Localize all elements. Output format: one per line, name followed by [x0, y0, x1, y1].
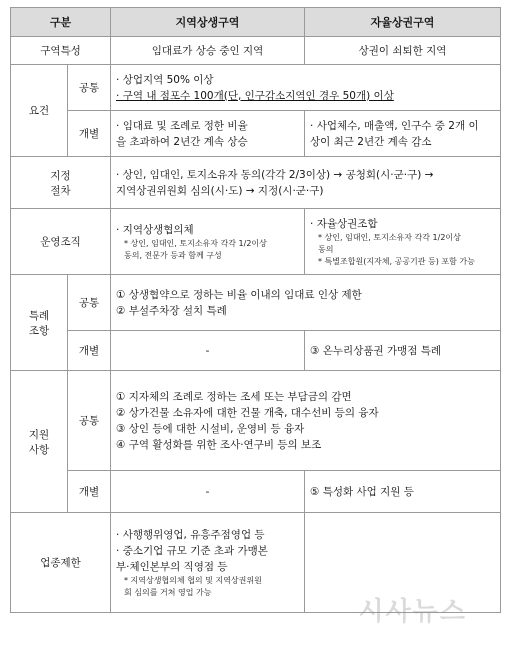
label-special-2: 조항	[28, 324, 50, 337]
header-local-coexistence: 지역상생구역	[111, 8, 305, 37]
label-zone-characteristics: 구역특성	[11, 37, 111, 65]
org-local-main: · 지역상생협의체	[116, 223, 194, 236]
support-indiv-autonomous: ⑤ 특성화 사업 지원 등	[305, 471, 501, 513]
designation-line-1: · 상인, 임대인, 토지소유자 동의(각각 2/3이상) → 공청회(시·군·구) →	[116, 168, 434, 181]
req-indiv-autonomous	[305, 111, 501, 157]
label-special-1: 특례	[28, 309, 50, 322]
row-zone-characteristics	[11, 37, 501, 65]
char-autonomous: 상권이 쇠퇴한 지역	[305, 37, 501, 65]
header-autonomous-commercial: 자율상권구역	[305, 8, 501, 37]
sublabel-special-common: 공통	[68, 275, 111, 331]
org-auto-note-3: * 특별조합원(지자체, 공공기관 등) 포함 가능	[318, 256, 475, 266]
req-indiv-local-line-1: · 임대료 및 조례로 정한 비율	[116, 119, 248, 132]
special-common-line-2: ② 부설주차장 설치 특례	[116, 304, 227, 317]
biz-local-line-3: 부·체인본부의 직영점 등	[116, 560, 228, 573]
watermark-logo: 시사뉴스	[358, 597, 467, 627]
row-special-common	[11, 275, 501, 331]
sublabel-individual: 개별	[68, 111, 111, 157]
req-indiv-auto-line-1: · 사업체수, 매출액, 인구수 중 2개 이	[310, 119, 479, 132]
biz-local-line-2: · 중소기업 규모 기준 초과 가맹본	[116, 544, 268, 557]
row-special-individual	[11, 331, 501, 371]
sublabel-special-individual: 개별	[68, 331, 111, 371]
req-common-line-2: · 구역 내 점포수 100개(단, 인구감소지역인 경우 50개) 이상	[116, 89, 394, 102]
biz-local-note-2: 회 심의를 거쳐 영업 가능	[124, 587, 212, 597]
header-row	[11, 8, 501, 37]
label-requirements: 요건	[11, 65, 68, 157]
row-requirements-individual	[11, 111, 501, 157]
req-indiv-auto-line-2: 상이 최근 2년간 계속 감소	[310, 135, 432, 148]
support-common-line-4: ④ 구역 활성화를 위한 조사·연구비 등의 보조	[116, 438, 322, 451]
req-common-line-1: · 상업지역 50% 이상	[116, 73, 214, 86]
special-common	[111, 275, 501, 331]
org-local-note-2: 동의, 전문가 등과 함께 구성	[124, 250, 222, 260]
sublabel-common: 공통	[68, 65, 111, 111]
support-common-line-1: ① 지자체의 조례로 정하는 조세 또는 부담금의 감면	[116, 390, 352, 403]
row-support-individual	[11, 471, 501, 513]
sublabel-support-individual: 개별	[68, 471, 111, 513]
req-common	[111, 65, 501, 111]
biz-local	[111, 513, 305, 613]
label-operating-org: 운영조직	[11, 209, 111, 275]
special-common-line-1: ① 상생협약으로 정하는 비율 이내의 임대료 인상 제한	[116, 288, 362, 301]
label-support-1: 지원	[28, 428, 50, 441]
org-local-note-1: * 상인, 임대인, 토지소유자 각각 1/2이상	[124, 238, 267, 248]
row-designation-procedure	[11, 157, 501, 209]
special-indiv-local: -	[111, 331, 305, 371]
biz-local-line-1: · 사행행위영업, 유흥주점영업 등	[116, 528, 265, 541]
char-local: 임대료가 상승 중인 지역	[111, 37, 305, 65]
support-indiv-local: -	[111, 471, 305, 513]
support-common-line-2: ② 상가건물 소유자에 대한 건물 개축, 대수선비 등의 융자	[116, 406, 379, 419]
org-auto-note-2: 동의	[318, 244, 334, 254]
biz-autonomous	[305, 513, 501, 613]
comparison-table	[10, 7, 501, 613]
label-support	[11, 371, 68, 513]
label-support-2: 사항	[28, 443, 50, 456]
org-local	[111, 209, 305, 275]
biz-local-note-1: * 지역상생협의체 협의 및 지역상권위원	[124, 575, 262, 585]
org-auto-note-1: * 상인, 임대인, 토지소유자 각각 1/2이상	[318, 232, 461, 242]
label-designation-2: 절차	[50, 184, 71, 197]
req-indiv-local-line-2: 을 초과하여 2년간 계속 상승	[116, 135, 248, 148]
support-common	[111, 371, 501, 471]
row-support-common	[11, 371, 501, 471]
row-business-restriction	[11, 513, 501, 613]
special-indiv-autonomous: ③ 온누리상품권 가맹점 특례	[305, 331, 501, 371]
support-common-line-3: ③ 상인 등에 대한 시설비, 운영비 등 융자	[116, 422, 305, 435]
label-designation-1: 지정	[50, 169, 71, 182]
req-indiv-local	[111, 111, 305, 157]
label-business-restriction: 업종제한	[11, 513, 111, 613]
org-autonomous	[305, 209, 501, 275]
row-requirements-common	[11, 65, 501, 111]
designation-text	[111, 157, 501, 209]
label-special-provisions	[11, 275, 68, 371]
designation-line-2: 지역상권위원회 심의(시·도) → 지정(시·군·구)	[116, 184, 324, 197]
label-designation-procedure	[11, 157, 111, 209]
row-operating-org	[11, 209, 501, 275]
org-auto-main: · 자율상권조합	[310, 217, 378, 230]
header-category: 구분	[11, 8, 111, 37]
sublabel-support-common: 공통	[68, 371, 111, 471]
